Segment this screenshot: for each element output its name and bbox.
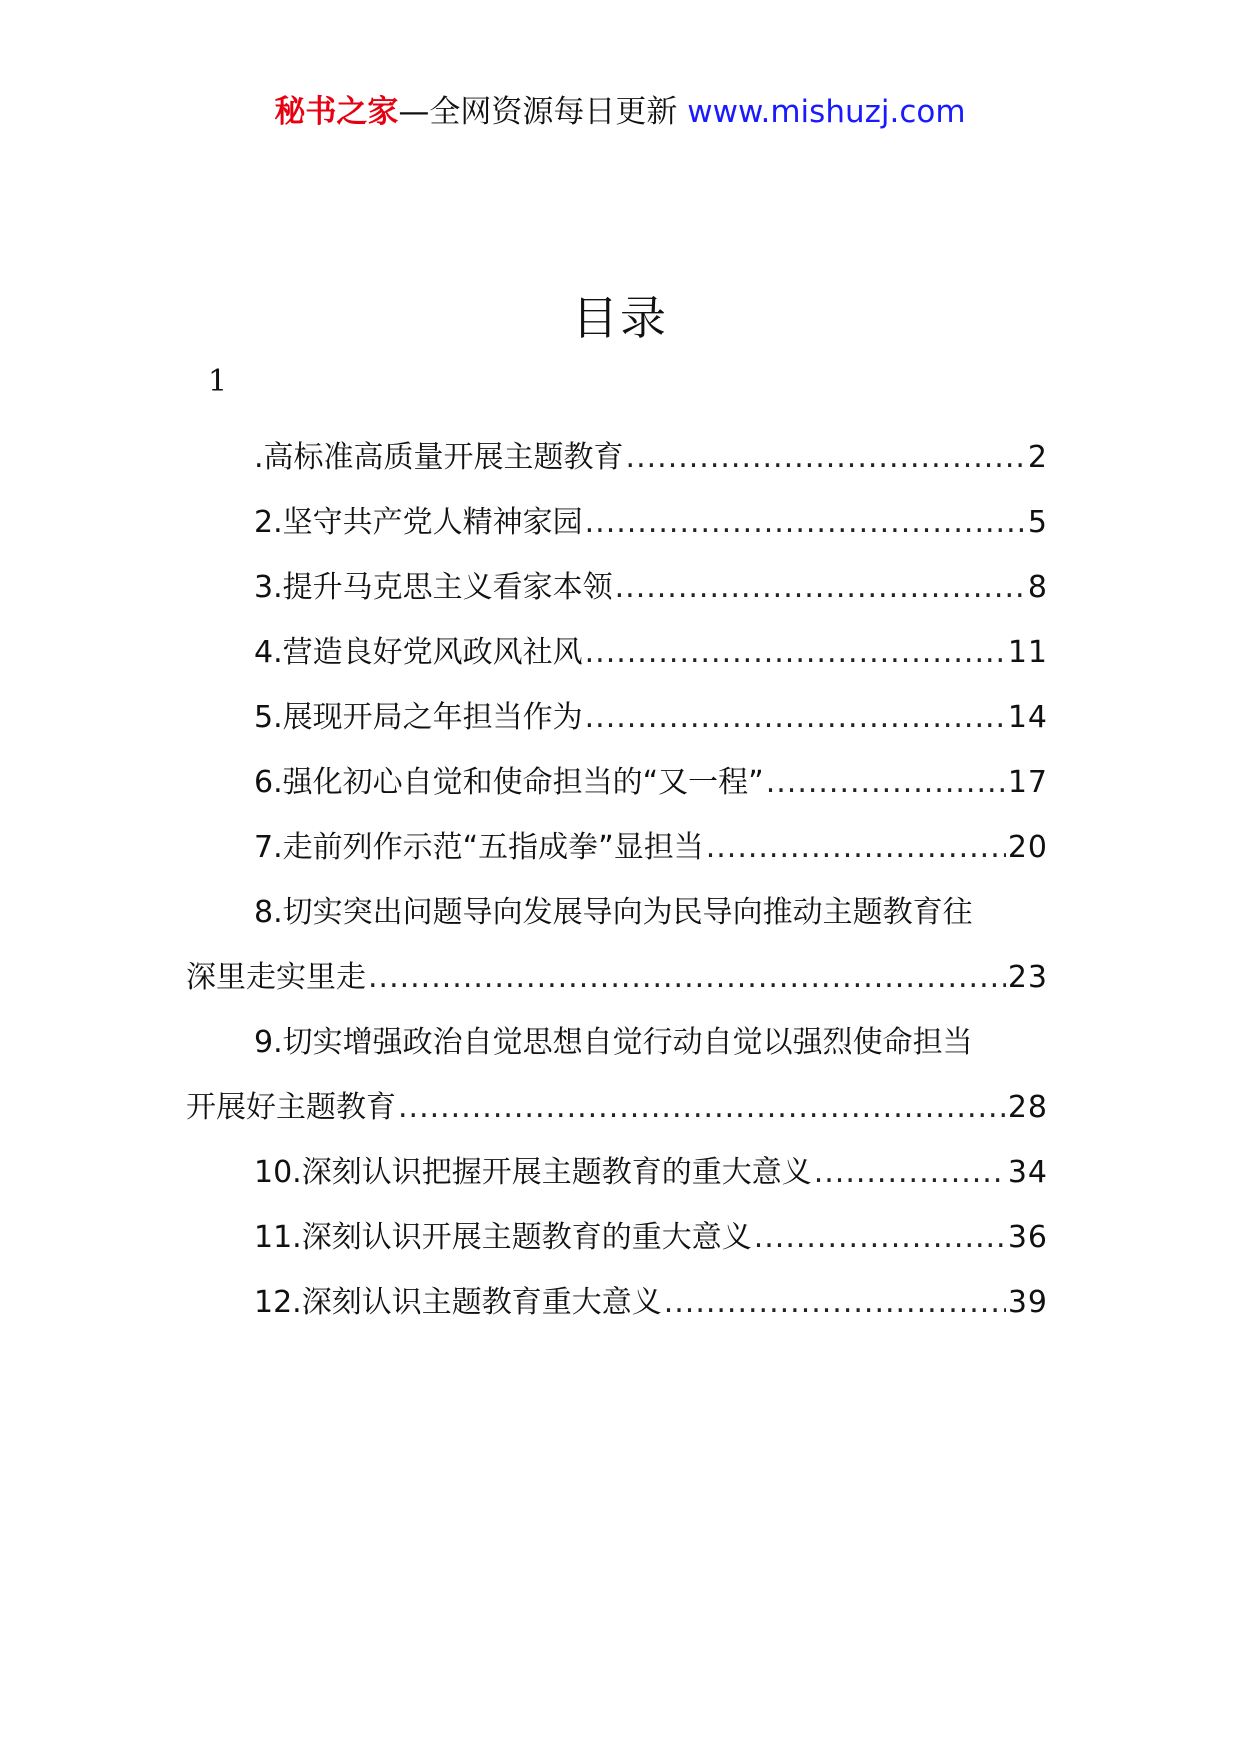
- toc-entry-title: 2.坚守共产党人精神家园: [254, 505, 583, 540]
- toc-entry-9-line1[interactable]: [186, 1010, 1048, 1075]
- dot-leader: [585, 620, 1006, 685]
- toc-entry-title: 3.提升马克思主义看家本领: [254, 570, 613, 605]
- toc-page-number: 20: [1007, 830, 1048, 865]
- toc-entry-title: 9.切实增强政治自觉思想自觉行动自觉以强烈使命担当: [254, 1025, 973, 1060]
- toc-entry-9-line2[interactable]: [186, 1075, 1048, 1140]
- toc-page-number: 5: [1027, 505, 1048, 540]
- toc-entry-8-line2[interactable]: [186, 945, 1048, 1010]
- toc-page-number: 2: [1027, 440, 1048, 475]
- toc-entry-title: 12.深刻认识主题教育重大意义: [254, 1285, 662, 1320]
- toc-entry-title: 6.强化初心自觉和使命担当的“又一程”: [254, 765, 764, 800]
- toc-entry-title: 8.切实突出问题导向发展导向为民导向推动主题教育往: [254, 895, 973, 930]
- toc-page-number: 8: [1027, 570, 1048, 605]
- toc-entry-3[interactable]: [186, 555, 1048, 620]
- toc-entry-1[interactable]: [186, 425, 1048, 490]
- toc-entry-title: 4.营造良好党风政风社风: [254, 635, 583, 670]
- toc-page-number: 14: [1007, 700, 1048, 735]
- dot-leader: [766, 750, 1006, 815]
- toc-entry-12[interactable]: [186, 1270, 1048, 1335]
- toc-entry-2[interactable]: [186, 490, 1048, 555]
- toc-page-number: 17: [1007, 765, 1048, 800]
- toc-page-number: 39: [1007, 1285, 1048, 1320]
- dot-leader: [664, 1270, 1006, 1335]
- dot-leader: [615, 555, 1026, 620]
- brand-name: 秘书之家: [274, 94, 399, 130]
- site-header: [0, 92, 1240, 132]
- toc-entry-7[interactable]: [186, 815, 1048, 880]
- toc-entry-11[interactable]: [186, 1205, 1048, 1270]
- toc-page-number: 23: [1007, 960, 1048, 995]
- dot-leader: [626, 425, 1026, 490]
- dot-leader: [398, 1075, 1006, 1140]
- toc-entry-title: 5.展现开局之年担当作为: [254, 700, 583, 735]
- toc-entry-title: 7.走前列作示范“五指成拳”显担当: [254, 830, 704, 865]
- toc-entry-5[interactable]: [186, 685, 1048, 750]
- toc-entry-8-line1[interactable]: [186, 880, 1048, 945]
- dot-leader: [754, 1205, 1006, 1270]
- toc-entry-title: 11.深刻认识开展主题教育的重大意义: [254, 1220, 752, 1255]
- toc-entry-6[interactable]: [186, 750, 1048, 815]
- toc-page-number: 36: [1007, 1220, 1048, 1255]
- toc-entry-title: .高标准高质量开展主题教育: [254, 440, 624, 475]
- toc-entry-title: 10.深刻认识把握开展主题教育的重大意义: [254, 1155, 812, 1190]
- toc-page-number: 34: [1007, 1155, 1048, 1190]
- site-url-link[interactable]: www.mishuzj.com: [687, 94, 966, 130]
- dot-leader: [585, 490, 1026, 555]
- table-of-contents: [186, 425, 1048, 1335]
- dot-leader: [814, 1140, 1006, 1205]
- header-tagline: —全网资源每日更新: [398, 94, 688, 130]
- stray-number: 1: [208, 364, 228, 399]
- dot-leader: [368, 945, 1006, 1010]
- toc-entry-title-cont: 开展好主题教育: [186, 1090, 396, 1125]
- dot-leader: [706, 815, 1006, 880]
- page-title: 目录: [572, 291, 668, 345]
- toc-page-number: 11: [1007, 635, 1048, 670]
- toc-entry-title-cont: 深里走实里走: [186, 960, 366, 995]
- dot-leader: [585, 685, 1006, 750]
- toc-entry-10[interactable]: [186, 1140, 1048, 1205]
- toc-entry-4[interactable]: [186, 620, 1048, 685]
- toc-page-number: 28: [1007, 1090, 1048, 1125]
